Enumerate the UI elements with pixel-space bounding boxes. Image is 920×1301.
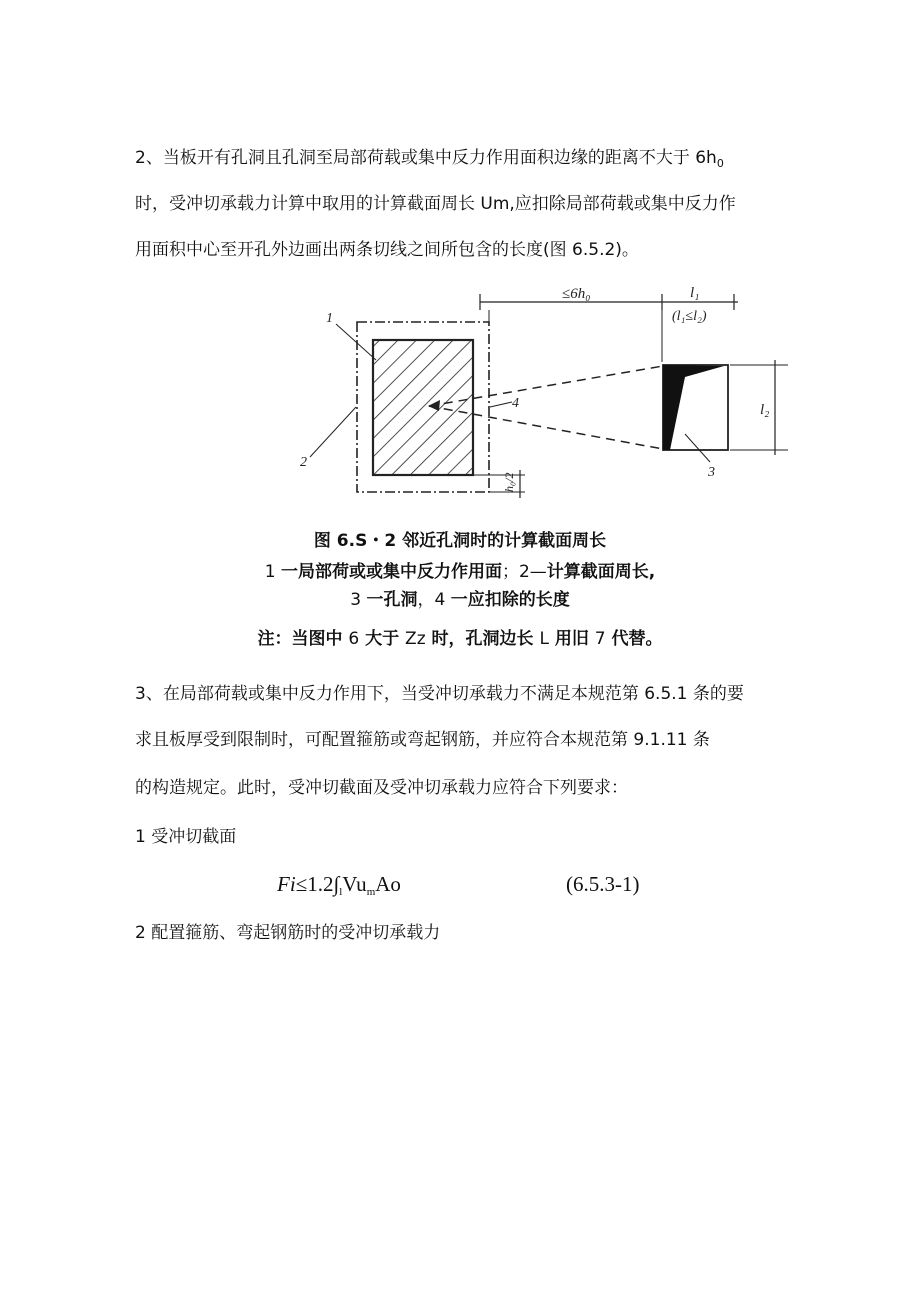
label-2: 2 (300, 455, 307, 470)
leader-4 (490, 402, 512, 407)
figure-caption-title: 图 6.S・2 邻近孔洞时的计算截面周长 (313, 531, 607, 551)
figure-note: 注：当图中 6 大于 Zz 时，孔洞边长 L 用旧 7 代替。 (257, 629, 663, 649)
formula-6-5-3-1: $Fi\le 1.2\int_lVu_mAo$ (277, 872, 401, 898)
label-1: 1 (326, 311, 333, 326)
dim-l1-le-l2-label: (l₁≤l₂) (672, 309, 707, 324)
para3-line2: 求且板厚受到限制时，可配置箍筋或弯起钢筋，并应符合本规范第 9.1.11 条 (135, 730, 710, 750)
para2-line3: 用面积中心至开孔外边画出两条切线之间所包含的长度(图 6.5.2)。 (135, 240, 639, 260)
punching-shear-perimeter-figure (290, 282, 800, 507)
item-1-heading: 1 受冲切截面 (135, 827, 237, 847)
item-2-heading: 2 配置箍筋、弯起钢筋时的受冲切承载力 (135, 923, 441, 943)
figure-caption-legend-1: 1 一局部荷或或集中反力作用面；2—计算截面周长, (264, 562, 656, 582)
leader-1 (336, 324, 376, 360)
para3-line3: 的构造规定。此时，受冲切截面及受冲切承载力应符合下列要求： (135, 778, 628, 798)
figure-caption-legend-2: 3 一孔洞，4 一应扣除的长度 (350, 590, 570, 610)
label-3: 3 (708, 465, 715, 480)
formula-number: (6.5.3-1) (566, 872, 640, 896)
dim-6h0-label: ≤6h₀ (562, 286, 591, 302)
para3-line1: 3、在局部荷载或集中反力作用下，当受冲切承载力不满足本规范第 6.5.1 条的要 (135, 684, 744, 704)
label-4: 4 (512, 396, 519, 411)
dim-h0-2-label: h₀/2 (502, 472, 516, 492)
leader-2 (310, 407, 356, 457)
loaded-area (373, 340, 473, 475)
leader-3 (685, 434, 710, 462)
dim-l2-label: l₂ (760, 402, 770, 418)
para2-line1: 2、当板开有孔洞且孔洞至局部荷载或集中反力作用面积边缘的距离不大于 $6h_0$ (135, 148, 724, 170)
dim-l1-label: l₁ (690, 285, 700, 301)
para2-line2: 时，受冲切承载力计算中取用的计算截面周长 Um,应扣除局部荷载或集中反力作 (135, 194, 736, 214)
deducted-length-wedge (663, 365, 724, 450)
